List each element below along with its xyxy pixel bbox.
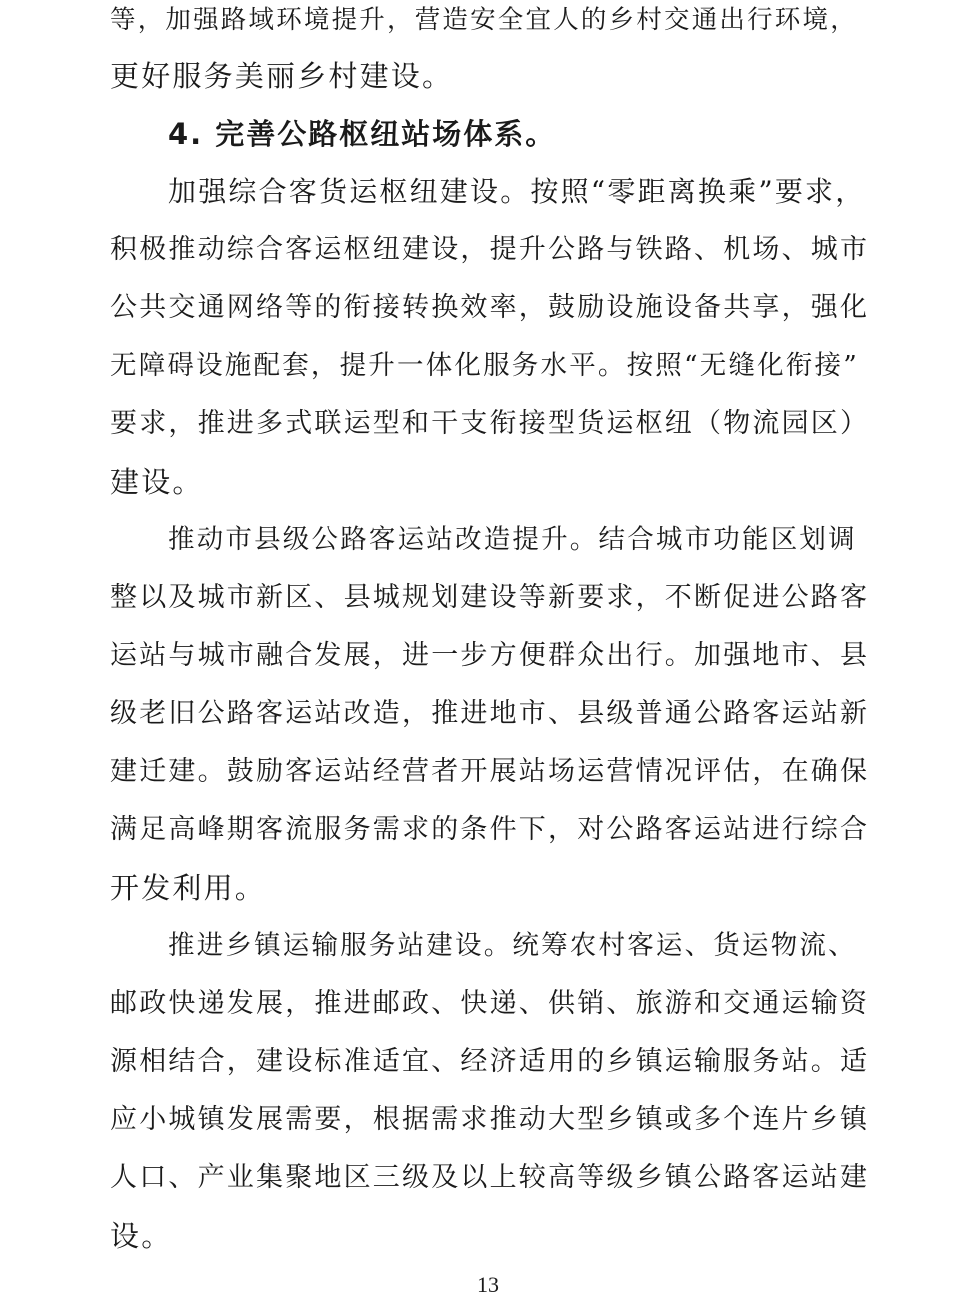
paragraph1-line-3: 公共交通网络等的衔接转换效率，鼓励设施设备共享，强化	[110, 292, 870, 323]
paragraph1-line-5: 要求，推进多式联运型和干支衔接型货运枢纽（物流园区）	[110, 408, 870, 439]
paragraph3-line-4: 应小城镇发展需要，根据需求推动大型乡镇或多个连片乡镇	[110, 1104, 870, 1135]
paragraph1-line-4: 无障碍设施配套，提升一体化服务水平。按照“无缝化衔接”	[110, 350, 859, 381]
paragraph2-line-2: 整以及城市新区、县城规划建设等新要求，不断促进公路客	[110, 582, 870, 613]
page-number: 13	[477, 1272, 499, 1297]
paragraph2-line-6: 满足高峰期客流服务需求的条件下，对公路客运站进行综合	[110, 814, 870, 845]
paragraph1-line-6: 建设。	[110, 465, 204, 499]
section-heading: 4. 完善公路枢纽站场体系。	[168, 117, 557, 151]
intro-line-2: 更好服务美丽乡村建设。	[110, 59, 454, 93]
paragraph1-line-1: 加强综合客货运枢纽建设。按照“零距离换乘”要求，	[168, 175, 866, 208]
paragraph2-line-7: 开发利用。	[110, 871, 267, 905]
paragraph3-line-1: 推进乡镇运输服务站建设。统筹农村客运、货运物流、	[168, 930, 857, 961]
paragraph2-line-5: 建迁建。鼓励客运站经营者开展站场运营情况评估，在确保	[110, 756, 870, 787]
paragraph1-line-2: 积极推动综合客运枢纽建设，提升公路与铁路、机场、城市	[110, 234, 870, 265]
paragraph3-line-3: 源相结合，建设标准适宜、经济适用的乡镇运输服务站。适	[110, 1046, 870, 1077]
paragraph3-line-2: 邮政快递发展，推进邮政、快递、供销、旅游和交通运输资	[110, 988, 870, 1019]
paragraph3-line-5: 人口、产业集聚地区三级及以上较高等级乡镇公路客运站建	[110, 1162, 870, 1193]
paragraph2-line-1: 推动市县级公路客运站改造提升。结合城市功能区划调	[168, 524, 857, 555]
paragraph2-line-4: 级老旧公路客运站改造，推进地市、县级普通公路客运站新	[110, 698, 870, 729]
paragraph2-line-3: 运站与城市融合发展，进一步方便群众出行。加强地市、县	[110, 640, 870, 671]
intro-line-1: 等，加强路域环境提升，营造安全宜人的乡村交通出行环境，	[110, 5, 858, 35]
paragraph3-line-6: 设。	[110, 1219, 173, 1253]
